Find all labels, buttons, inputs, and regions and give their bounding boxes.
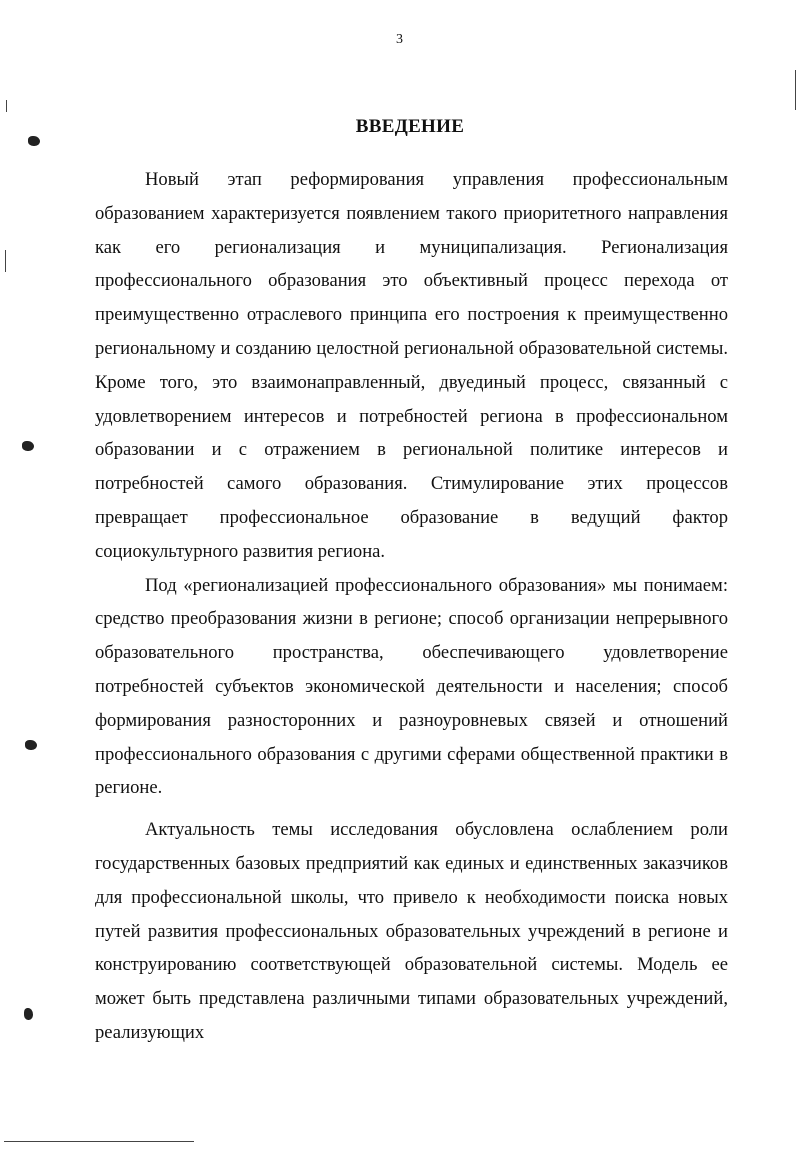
- scan-mark: [24, 1008, 33, 1020]
- paragraph-2: Под «регионализацией профессионального образования» мы понимаем: средство преобразования жизни в регионе; способ организации непрерывного образовательного пространства, обеспечивающего удовлетворение потребностей субъектов экономической деятельности и населения; способ формирования разносторонних и разноуровневых связей и отношений профессионального образования с другими сферами общественной практики в регионе.: [95, 574, 728, 799]
- scan-mark: [28, 136, 40, 146]
- page-heading: ВВЕДЕНИЕ: [355, 116, 465, 137]
- scan-mark: [22, 441, 34, 451]
- scan-edge-line: [795, 70, 796, 110]
- body-text: [95, 163, 728, 1050]
- scan-mark: [25, 740, 37, 750]
- page-number: 3: [396, 32, 403, 47]
- scan-edge-line: [6, 100, 7, 112]
- paragraph-3: Актуальность темы исследования обусловлена ослаблением роли государственных базовых предприятий как единых и единственных заказчиков для профессиональной школы, что привело к необходимости поиска новых путей развития профессиональных образовательных учреждений в регионе и конструированию соответствующей образовательной системы. Модель ее может быть представлена различными типами образовательных учреждений, реализующих: [95, 819, 728, 1043]
- paragraph-1: Новый этап реформирования управления профессиональным образованием характеризуется появлением такого приоритетного направления как его регионализация и муниципализация. Регионализация профессионального образования это объективный процесс перехода от преимущественно отраслевого принципа его построения к преимущественно региональному и созданию целостной региональной образовательной системы. Кроме того, это взаимонаправленный, двуединый процесс, связанный с удовлетворением интересов и потребностей региона в профессиональном образовании и с отражением в региональной политике интересов и потребностей самого образования. Стимулирование этих процессов превращает профессиональное образование в ведущий фактор социокультурного развития региона.: [95, 169, 728, 562]
- scan-edge-line: [5, 250, 6, 272]
- scan-edge-line: [4, 1141, 194, 1142]
